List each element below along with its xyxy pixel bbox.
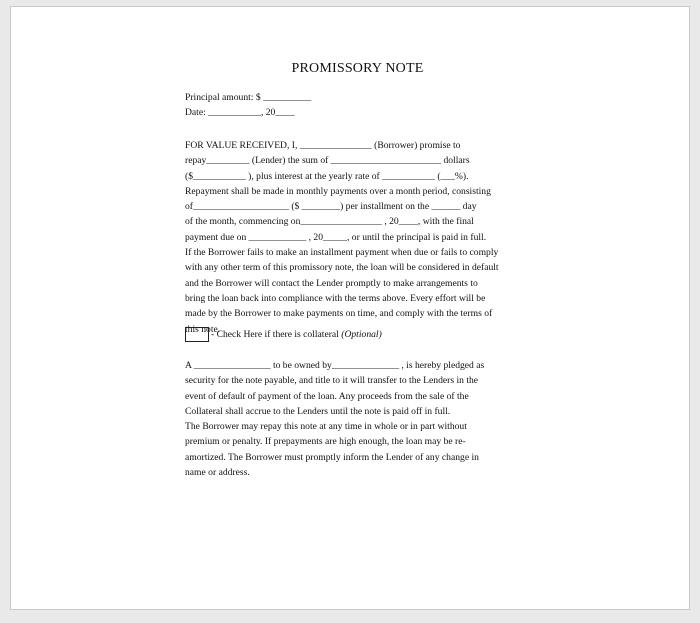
paragraph-line: security for the note payable, and title to it will transfer to the Lenders in the xyxy=(185,375,479,387)
paragraph-line: repay_________ (Lender) the sum of _______________________ dollars xyxy=(185,155,470,167)
collateral-paragraph xyxy=(185,358,530,480)
paragraph-line: Collateral shall accrue to the Lenders until the note is paid off in full. xyxy=(185,405,451,417)
paragraph-line: and the Borrower will contact the Lender promptly to make arrangements to xyxy=(185,277,478,289)
paragraph-line: amortized. The Borrower must promptly inform the Lender of any change in xyxy=(185,451,479,463)
paragraph-line: bring the loan back into compliance with the terms above. Every effort will be xyxy=(185,292,486,304)
paragraph-line: made by the Borrower to make payments on time, and comply with the terms of xyxy=(185,308,493,320)
optional-label: (Optional) xyxy=(341,329,382,340)
principal-amount-line: Principal amount: $ __________ xyxy=(185,92,312,103)
paragraph-line: If the Borrower fails to make an installment payment when due or fails to comply xyxy=(185,247,499,259)
header-fields xyxy=(185,90,530,121)
document-title: PROMISSORY NOTE xyxy=(291,61,424,76)
paragraph-line: with any other term of this promissory note, the loan will be considered in default xyxy=(185,262,499,274)
paragraph-line: name or address. xyxy=(185,467,250,479)
collateral-label-text: - Check Here if there is collateral xyxy=(211,329,339,340)
paragraph-line: FOR VALUE RECEIVED, I, _______________ (Borrower) promise to xyxy=(185,140,461,151)
paragraph-line: A ________________ to be owned by______________ , is hereby pledged as xyxy=(185,360,485,371)
paragraph-line: this note. xyxy=(185,323,221,335)
collateral-checkbox[interactable] xyxy=(185,327,209,342)
collateral-checkbox-label xyxy=(211,327,382,342)
paragraph-line: event of default of payment of the loan. Any proceeds from the sale of the xyxy=(185,390,469,402)
paragraph-line: payment due on ____________ , 20_____, or until the principal is paid in full. xyxy=(185,231,487,243)
paragraph-line: of the month, commencing on_________________ , 20____, with the final xyxy=(185,216,474,228)
paragraph-line: ($___________ ), plus interest at the yearly rate of ___________ (___%). xyxy=(185,170,469,182)
paragraph-line: of____________________ ($ ________) per installment on the ______ day xyxy=(185,201,477,213)
paragraph-line: The Borrower may repay this note at any time in whole or in part without xyxy=(185,421,467,433)
collateral-checkbox-row xyxy=(185,327,382,342)
paragraph-line: Repayment shall be made in monthly payments over a month period, consisting xyxy=(185,185,491,197)
terms-paragraph xyxy=(185,138,530,337)
date-line: Date: ___________, 20____ xyxy=(185,107,295,119)
paragraph-line: premium or penalty. If prepayments are high enough, the loan may be re- xyxy=(185,436,466,448)
document-page xyxy=(10,6,690,610)
